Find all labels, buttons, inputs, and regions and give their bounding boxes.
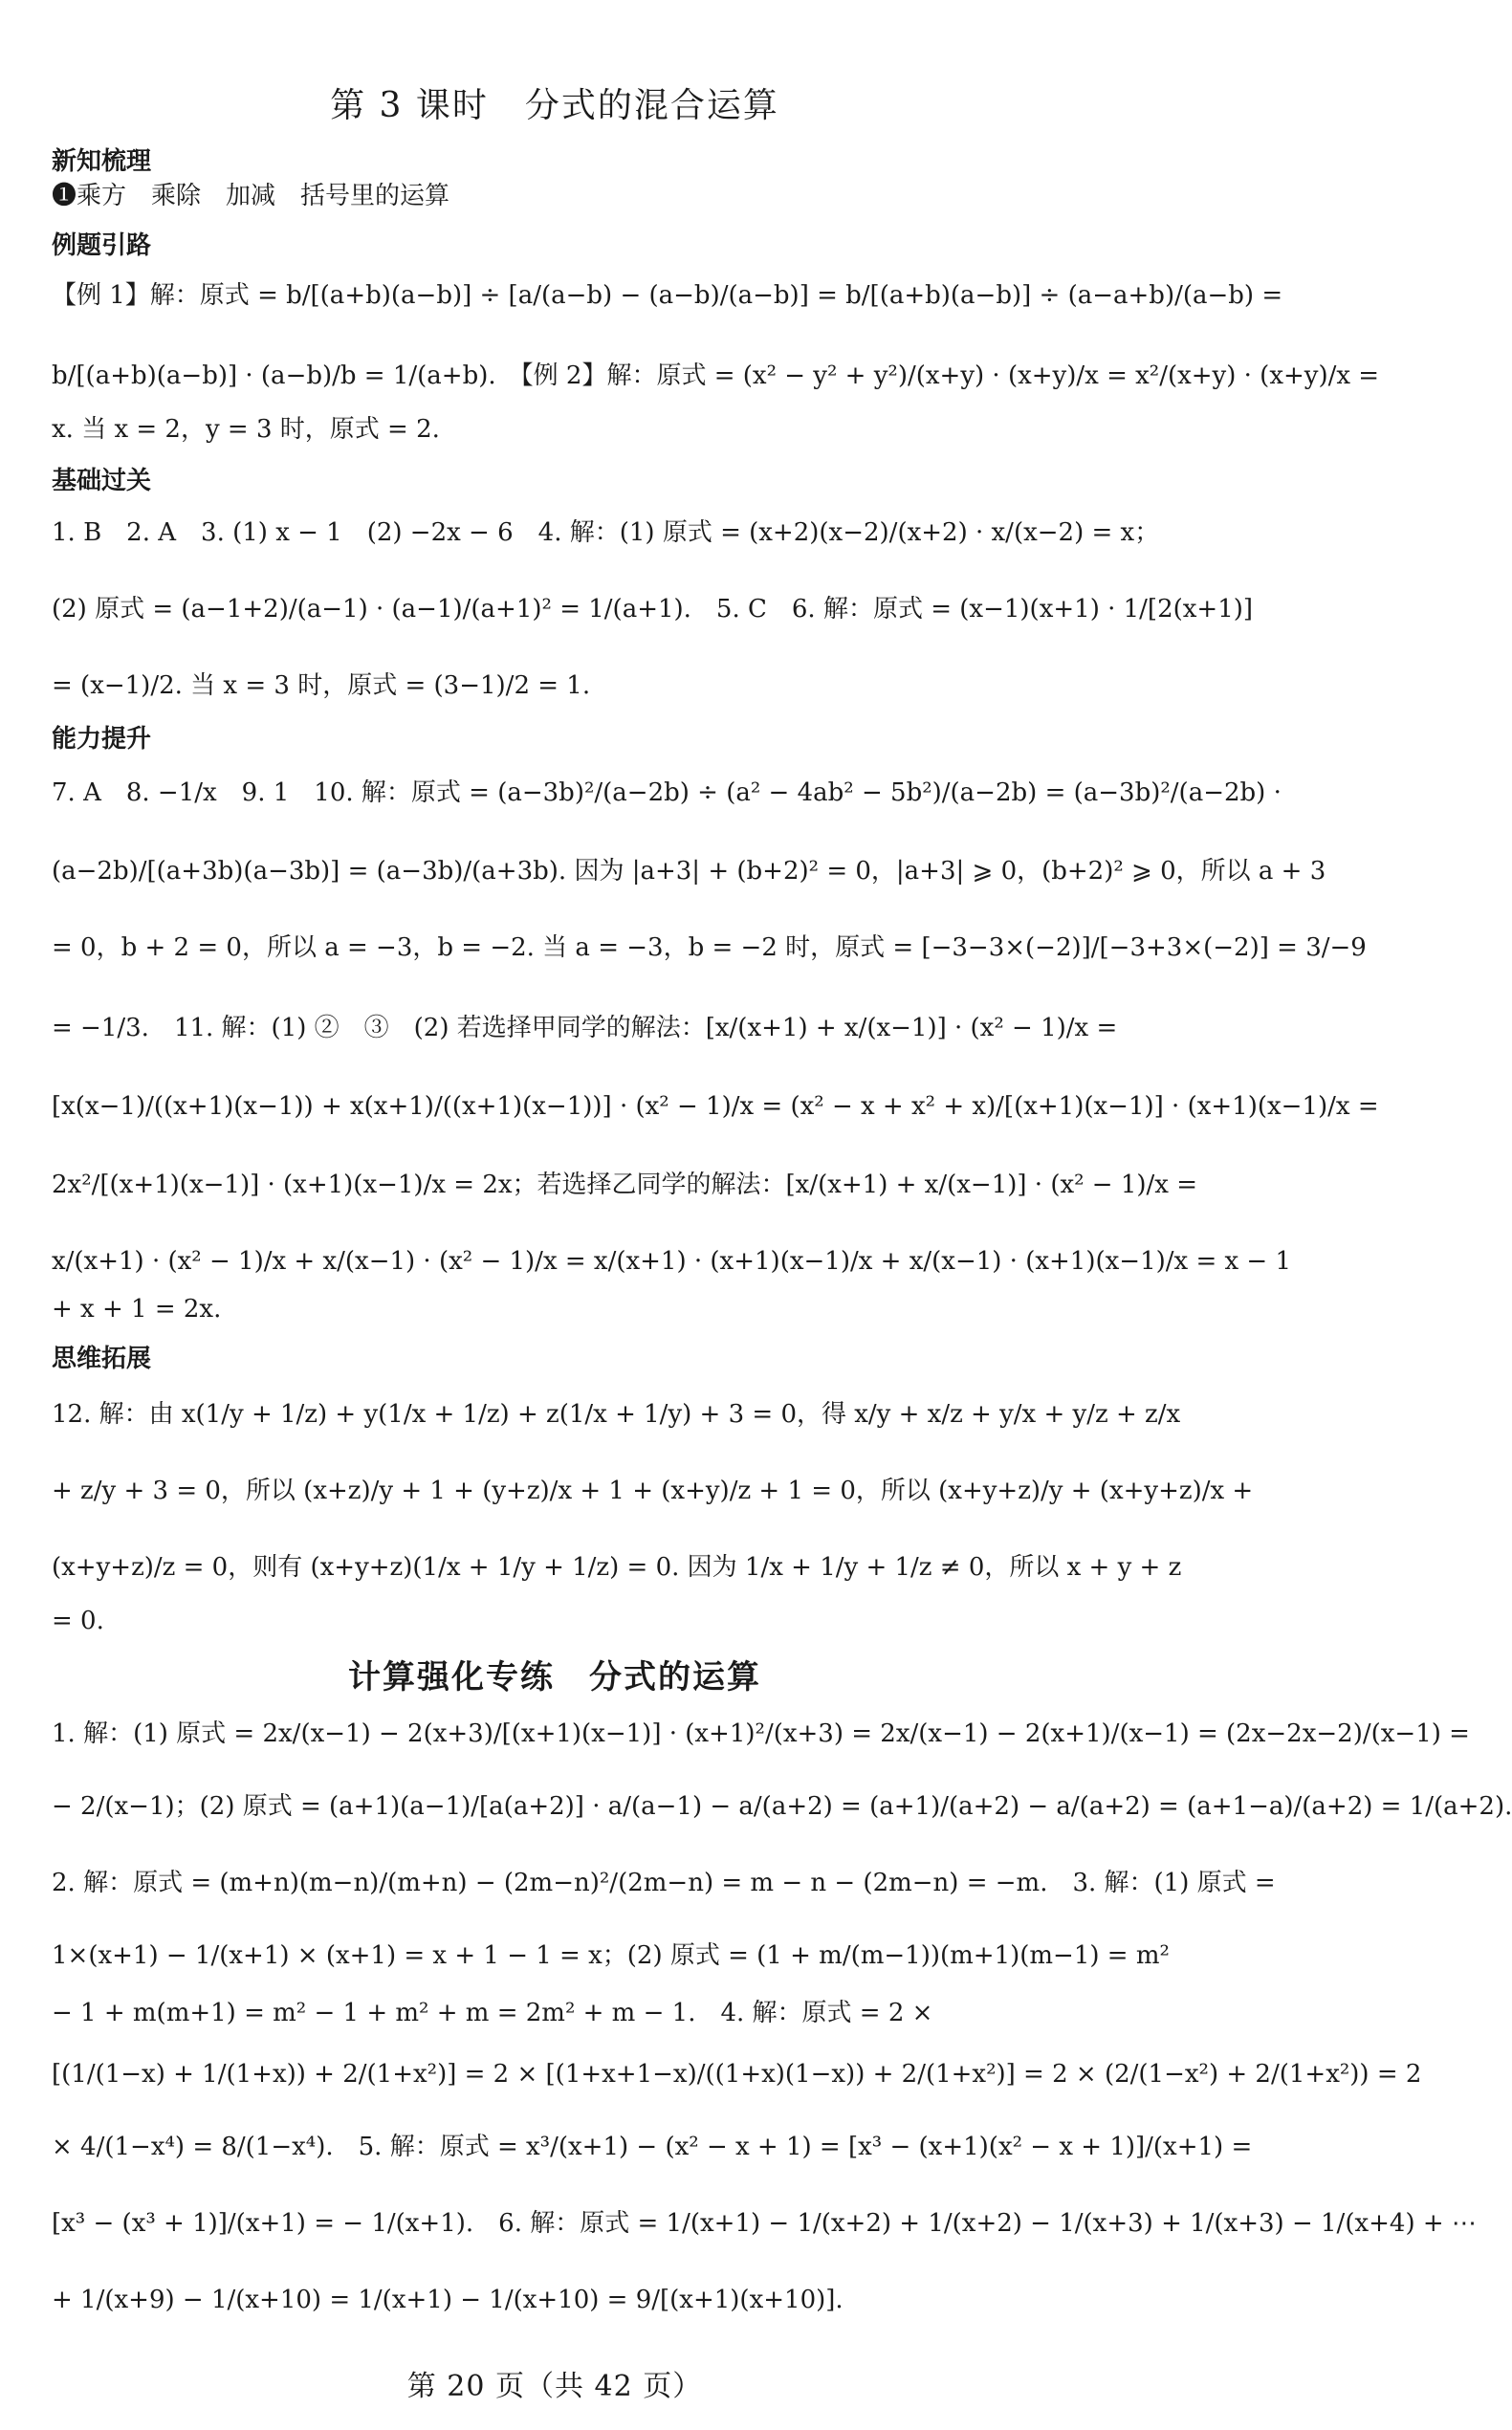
answer-line: 7. A 8. −1/x 9. 1 10. 解：原式 = (a−3b)²/(a−2b) ÷ (a² − 4ab² − 5b²)/(a−2b) = (a−3b)²/(a−2b) · — [52, 778, 1282, 807]
section-heading-jichu: 基础过关 — [52, 467, 152, 495]
practice-title: 计算强化专练 分式的运算 — [348, 1658, 761, 1697]
answer-line: b/[(a+b)(a−b)] · (a−b)/b = 1/(a+b). 【例 2】解：原式 = (x² − y² + y²)/(x+y) · (x+y)/x = x²/(x+y) · (x+y)/x = — [52, 361, 1380, 390]
answer-line: x. 当 x = 2，y = 3 时，原式 = 2. — [52, 415, 440, 444]
answer-line: [x³ − (x³ + 1)]/(x+1) = − 1/(x+1). 6. 解：原式 = 1/(x+1) − 1/(x+2) + 1/(x+2) − 1/(x+3) + 1/(x+3) − 1/(x+4) + ⋯ — [52, 2209, 1477, 2238]
lesson-title: 第 3 课时 分式的混合运算 — [330, 86, 779, 125]
answer-line: [(1/(1−x) + 1/(1+x)) + 2/(1+x²)] = 2 × [(1+x+1−x)/((1+x)(1−x)) + 2/(1+x²)] = 2 × (2/(1−x²) + 2/(1+x²)) = 2 — [52, 2060, 1422, 2089]
answer-line: 2x²/[(x+1)(x−1)] · (x+1)(x−1)/x = 2x；若选择乙同学的解法：[x/(x+1) + x/(x−1)] · (x² − 1)/x = — [52, 1171, 1198, 1199]
answer-line: = −1/3. 11. 解：(1) ② ③ (2) 若选择甲同学的解法：[x/(x+1) + x/(x−1)] · (x² − 1)/x = — [52, 1014, 1118, 1042]
answer-line: (a−2b)/[(a+3b)(a−3b)] = (a−3b)/(a+3b). 因为 |a+3| + (b+2)² = 0，|a+3| ⩾ 0，(b+2)² ⩾ 0，所以 a + 3 — [52, 857, 1326, 886]
answer-line: − 1 + m(m+1) = m² − 1 + m² + m = 2m² + m − 1. 4. 解：原式 = 2 × — [52, 1999, 933, 2027]
section-heading-xinzhi: 新知梳理 — [52, 147, 152, 176]
answer-line: = 0. — [52, 1607, 104, 1635]
answer-line: = 0，b + 2 = 0，所以 a = −3，b = −2. 当 a = −3，b = −2 时，原式 = [−3−3×(−2)]/[−3+3×(−2)] = 3/−9 — [52, 933, 1367, 962]
section-heading-nengli: 能力提升 — [52, 725, 152, 754]
answer-line: − 2/(x−1)；(2) 原式 = (a+1)(a−1)/[a(a+2)] · a/(a−1) − a/(a+2) = (a+1)/(a+2) − a/(a+2) = (a+1−a)/(a+2) = 1/(a+2). — [52, 1792, 1512, 1821]
answer-line: × 4/(1−x⁴) = 8/(1−x⁴). 5. 解：原式 = x³/(x+1) − (x² − x + 1) = [x³ − (x+1)(x² − x + 1)]/(x+1) = — [52, 2133, 1253, 2161]
answer-line: = (x−1)/2. 当 x = 3 时，原式 = (3−1)/2 = 1. — [52, 671, 591, 700]
answer-line: 1. B 2. A 3. (1) x − 1 (2) −2x − 6 4. 解：(1) 原式 = (x+2)(x−2)/(x+2) · x/(x−2) = x； — [52, 518, 1160, 547]
answer-line: 12. 解：由 x(1/y + 1/z) + y(1/x + 1/z) + z(1/x + 1/y) + 3 = 0，得 x/y + x/z + y/x + y/z + z/x — [52, 1400, 1181, 1429]
answer-line: [x(x−1)/((x+1)(x−1)) + x(x+1)/((x+1)(x−1))] · (x² − 1)/x = (x² − x + x² + x)/[(x+1)(x−1)] · (x+1)(x−1)/x = — [52, 1092, 1379, 1121]
answer-line: 1. 解：(1) 原式 = 2x/(x−1) − 2(x+3)/[(x+1)(x−1)] · (x+1)²/(x+3) = 2x/(x−1) − 2(x+1)/(x−1) = (2x−2x−2)/(x−1) = — [52, 1719, 1470, 1748]
answer-line: + 1/(x+9) − 1/(x+10) = 1/(x+1) − 1/(x+10) = 9/[(x+1)(x+10)]. — [52, 2286, 844, 2314]
section-heading-liti: 例题引路 — [52, 231, 152, 260]
page-footer: 第 20 页（共 42 页） — [406, 2370, 703, 2403]
answer-line: 1×(x+1) − 1/(x+1) × (x+1) = x + 1 − 1 = x；(2) 原式 = (1 + m/(m−1))(m+1)(m−1) = m² — [52, 1941, 1170, 1970]
answer-line: 【例 1】解：原式 = b/[(a+b)(a−b)] ÷ [a/(a−b) − (a−b)/(a−b)] = b/[(a+b)(a−b)] ÷ (a−a+b)/(a−b) = — [52, 281, 1283, 310]
answer-line: x/(x+1) · (x² − 1)/x + x/(x−1) · (x² − 1)/x = x/(x+1) · (x+1)(x−1)/x + x/(x−1) · (x+1)(x−1)/x = x − 1 — [52, 1247, 1292, 1276]
answer-line: (x+y+z)/z = 0，则有 (x+y+z)(1/x + 1/y + 1/z) = 0. 因为 1/x + 1/y + 1/z ≠ 0，所以 x + y + z — [52, 1553, 1182, 1582]
answer-line: (2) 原式 = (a−1+2)/(a−1) · (a−1)/(a+1)² = 1/(a+1). 5. C 6. 解：原式 = (x−1)(x+1) · 1/[2(x+1)] — [52, 595, 1254, 624]
answer-line: + z/y + 3 = 0，所以 (x+z)/y + 1 + (y+z)/x + 1 + (x+y)/z + 1 = 0，所以 (x+y+z)/y + (x+y+z)/x + — [52, 1477, 1254, 1505]
section-heading-siwei: 思维拓展 — [52, 1345, 152, 1373]
answer-line: 2. 解：原式 = (m+n)(m−n)/(m+n) − (2m−n)²/(2m−n) = m − n − (2m−n) = −m. 3. 解：(1) 原式 = — [52, 1869, 1276, 1897]
answer-line: + x + 1 = 2x. — [52, 1295, 222, 1324]
answer-line: ❶乘方 乘除 加减 括号里的运算 — [52, 182, 450, 210]
